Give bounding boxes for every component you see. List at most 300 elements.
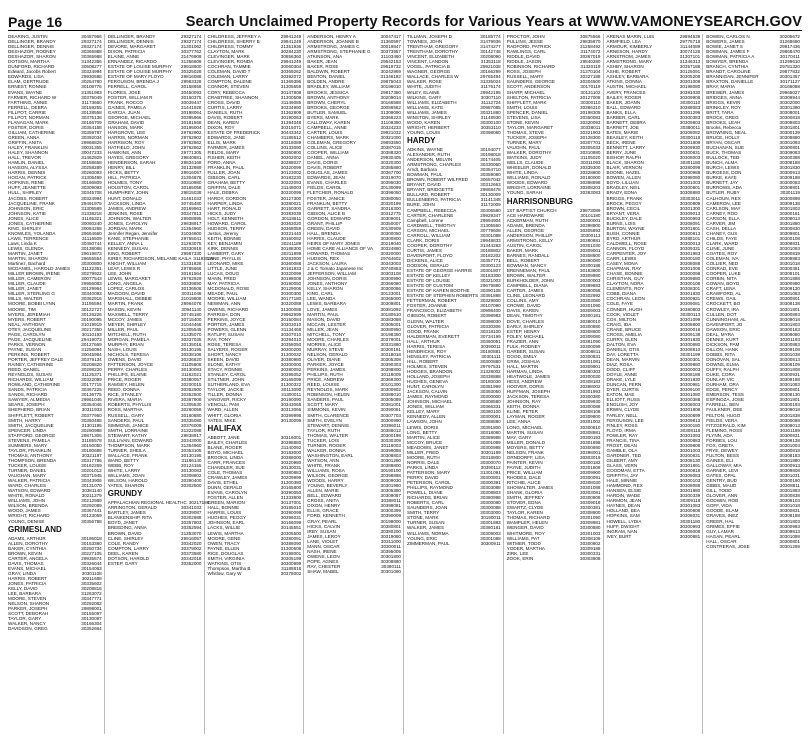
property-id: 30124155 (181, 462, 202, 468)
owner-name: ESPINOZA, JOSE (706, 397, 745, 403)
owner-name: JOHNSON, RAY (506, 399, 541, 405)
owner-name: HAWKINS, ANN (107, 150, 142, 156)
property-id: 30352664 (81, 626, 102, 632)
property-id: 30305199 (280, 555, 302, 561)
owner-name: HALL, MARTIN (506, 363, 539, 369)
property-id: 30101180 (580, 212, 601, 218)
property-id: 30300381 (779, 266, 800, 272)
owner-name: OLIVER, DIANE (307, 357, 341, 362)
owner-name: WALKER, DONNA (307, 447, 346, 453)
owner-name: CARTER, LOUIS (307, 129, 343, 135)
owner-name: BURNETT, JAY (706, 180, 739, 186)
property-id: 29916057 (181, 535, 202, 541)
owner-name: SPENCER, DANIEL (506, 109, 549, 115)
property-id: 30300139 (779, 129, 800, 135)
owner-name: FORD, KENNETH (307, 513, 345, 519)
property-id: 30395030 (380, 180, 401, 186)
owner-name: MORGAN, PAMELA (107, 336, 150, 342)
owner-name: BOWERS, JAMES (706, 39, 745, 45)
property-id: 30300003 (679, 367, 701, 373)
owner-name: DAVIS, ETHEL (207, 480, 239, 486)
property-id: 31362809 (280, 109, 302, 115)
property-id: 30393050 (480, 389, 501, 395)
owner-name: ADAMS, BRENDA (506, 222, 545, 228)
owner-name: EARLY, SHIRLEY (506, 323, 544, 329)
property-id: 30309900 (580, 469, 601, 475)
owner-name: MILLER, FRED (407, 449, 439, 455)
property-id: 30300380 (580, 394, 601, 400)
property-id: 29619873 (81, 251, 102, 257)
owner-name: WOODS, EDWARD (506, 180, 548, 186)
owner-name: DELLINGER, BRANDY (107, 34, 156, 39)
owner-name: RAY, CHESTER (307, 563, 341, 569)
property-id: 30309080 (580, 333, 601, 339)
owner-name: SMITH, TERRY (407, 510, 440, 516)
owner-name: MCCOY, JAMES (107, 316, 143, 322)
property-id: 30129006 (280, 286, 302, 292)
property-id: 31346182 (380, 74, 401, 80)
property-id: 30381030 (679, 89, 701, 95)
property-id: 30366223 (380, 114, 401, 120)
property-id: 30108776 (81, 84, 102, 90)
owner-name: SPENCER, LINDA (8, 427, 47, 433)
property-id: 30308003 (679, 402, 701, 408)
property-id: 30302992 (580, 293, 601, 299)
owner-name: NORRIS, DALE (407, 459, 440, 465)
owner-name: FLYNN, ADA (706, 432, 733, 438)
property-id: 30380980 (280, 357, 302, 362)
property-id: 30130097 (81, 616, 102, 622)
property-id: 30309880 (679, 276, 701, 282)
owner-name: BOYD, MICHAEL (207, 449, 244, 455)
property-id: 30301093 (679, 432, 701, 438)
owner-name: ARNESON, HARDY (606, 49, 648, 55)
owner-name: CURRY, GLEN (606, 336, 638, 342)
property-id: 30031355 (81, 145, 102, 151)
property-id: 30309188 (779, 377, 800, 383)
property-id: 30183300 (480, 273, 501, 279)
property-id: 31144089 (680, 44, 701, 50)
property-id: 30308800 (580, 510, 601, 516)
owner-name: RAY, TONY (207, 336, 232, 342)
owner-name: TAYLOR, RUTH (307, 427, 341, 433)
owner-name: NELSON, SHARON (8, 601, 50, 607)
property-id: 30047417 (380, 34, 401, 39)
property-id: 30110193 (81, 331, 102, 337)
owner-name: TURNER, DANIEL (8, 468, 47, 474)
owner-name: MILLS, WALTER (8, 296, 43, 302)
owner-name: DAVIS, ROBERT (207, 114, 243, 120)
owner-name: DILLON, HANK (706, 346, 739, 352)
property-id: 30300831 (679, 452, 701, 458)
property-id: 29875043 (380, 79, 401, 85)
owner-name: BYRD, ARTHUR (606, 235, 641, 241)
owner-name: HOLLAND, JOSEPH (407, 374, 450, 380)
property-id: 30324880 (380, 245, 401, 251)
property-id: 30335602 (81, 580, 102, 586)
property-id: 31300011 (281, 392, 302, 398)
owner-name: WILSON, GEORGE (307, 473, 349, 479)
property-id: 29771305 (181, 150, 202, 156)
owner-name: COCHRAN, TAMMIE (207, 64, 251, 70)
property-id: 30308109 (580, 535, 601, 541)
owner-name: ALEXANDER, RUTH (407, 151, 451, 157)
owner-name: FOSTER, WILLIAM R (107, 94, 153, 100)
owner-name: HALE, MINNIE (606, 478, 638, 484)
owner-name: Thompson, Martha B (207, 565, 251, 571)
property-id: 30309808 (779, 468, 800, 474)
owner-name: PATTERSON, MARY (407, 469, 451, 475)
owner-name: HUGHES, GENEVA (407, 379, 449, 385)
property-id: 30211899 (281, 251, 302, 257)
property-id: 30301099 (679, 316, 701, 322)
owner-name: CARLSON, MAY (706, 205, 741, 211)
owner-name: ALLEN, GEORGE (506, 227, 545, 233)
property-id: 31044468 (181, 321, 202, 327)
owner-name: GORDON, EDWARD (307, 215, 351, 221)
property-id: 30300830 (779, 225, 800, 231)
owner-name: JACKSON, CALVIN (407, 389, 448, 395)
property-id: 30352594 (181, 525, 202, 531)
owner-name: PATTERSON, JOYCE (107, 362, 154, 368)
owner-name: SUTHERLAND, EVA (207, 382, 251, 388)
owner-name: GARCIA, JUAN (107, 109, 140, 115)
property-id: 30388800 (380, 462, 401, 468)
owner-name: STEWART, DENNIS (307, 422, 349, 428)
property-id: 30388000 (280, 454, 302, 460)
property-id: 29840280 (580, 59, 601, 65)
property-id: 30301090 (580, 515, 601, 521)
property-id: 30127669 (81, 341, 102, 347)
property-id: 31370104 (580, 69, 601, 75)
owner-name: BOWMAN, NANCY (506, 263, 547, 269)
property-id: 30300000 (280, 362, 302, 368)
owner-name: CRABTREE, SHANNON (207, 94, 259, 100)
owner-name: TURNER, SHEILA (107, 447, 146, 453)
property-id: 30301080 (679, 392, 701, 398)
owner-name: Edward, Jacobs Robert (8, 69, 56, 75)
owner-name: PARKS, LINDA (407, 464, 439, 470)
owner-name: SLONE, KATHY (207, 362, 241, 368)
property-id: 30300100 (480, 119, 501, 125)
owner-name: FLANAGAN, MARK (8, 119, 49, 125)
owner-name: POPE, AGNES (307, 558, 339, 564)
owner-name: HART, RONALD (207, 205, 242, 211)
owner-name: PROCTOR, JOHN (506, 34, 545, 39)
owner-name: HENRY, BILL (107, 165, 136, 171)
property-id: 30300108 (779, 235, 800, 241)
owner-name: HAMMOND, REX (606, 483, 643, 489)
owner-name: ALLEN, DOROTHY (8, 540, 49, 546)
property-id: 30443342 (280, 129, 302, 135)
property-id: 30300802 (580, 540, 601, 546)
property-id: 31258492 (580, 44, 601, 50)
property-id: 30180030 (480, 379, 501, 385)
owner-name: DICKSON, PAM (706, 341, 740, 347)
owner-name: WHITE, JUDITH (407, 84, 441, 90)
property-id: 31140092 (281, 444, 302, 450)
property-id: 30380092 (280, 367, 302, 373)
property-id: 30300819 (779, 251, 800, 257)
owner-name: CULLEN, DOT (706, 311, 737, 317)
owner-name: COLE, FAYE (606, 301, 633, 307)
owner-name: RICHARDS, WILLIAM (8, 377, 54, 383)
property-id: 30218040 (380, 240, 401, 246)
property-id: 30326044 (81, 560, 102, 566)
property-id: 30131070 (81, 483, 102, 489)
owner-name: HALL, BRENDA (307, 230, 341, 236)
owner-name: BROCK, PEGGY (606, 200, 642, 206)
property-id: 30177180 (280, 296, 302, 302)
owner-name: BOYD, LILLIAN (606, 180, 639, 186)
property-id: 30398081 (380, 503, 401, 509)
property-id: 30987085 (480, 104, 501, 110)
property-id: 30301808 (580, 464, 601, 470)
property-id: 30308109 (779, 362, 800, 368)
property-id: 30309013 (679, 210, 701, 216)
owner-name: ESTEP, HENRY (506, 328, 540, 334)
property-id: 31333800 (280, 495, 302, 501)
owner-name: FARMER, JAMES (207, 145, 245, 151)
owner-name: GARDNER, TED (606, 452, 642, 458)
owner-name: MANN, FRED (207, 276, 237, 282)
owner-name: JOHNSON, MICHAEL (407, 399, 453, 405)
property-id: 31305545 (181, 326, 202, 332)
owner-name: JACOBS, ROBERT (8, 195, 48, 201)
owner-name: JONES, ALICE (8, 215, 39, 221)
owner-name: DAVENPORT, FLOYD (407, 252, 453, 258)
owner-name: BLANKENSHIP, RITA (107, 515, 152, 521)
owner-name: BURTON, WAYNE (606, 225, 645, 231)
owner-name: JOHNSON, KATIE (8, 210, 46, 216)
property-id: 30166709 (81, 119, 102, 125)
owner-name: FOLEY, MICHAEL (506, 333, 545, 339)
property-id: 29893550 (380, 139, 401, 145)
owner-name: STANLEY, CAROL (207, 372, 246, 378)
property-id: 30300388 (779, 155, 800, 161)
property-id: 30303080 (580, 298, 601, 304)
owner-name: CARTER, JAMES (506, 288, 544, 294)
property-entry (307, 569, 401, 574)
owner-name: LAYMAN, ROGER (506, 414, 545, 420)
property-id: 30308030 (580, 480, 601, 486)
property-id: 30301357 (779, 74, 800, 80)
owner-name: GAINES, PAMELA (107, 104, 146, 110)
property-id: 31369396 (280, 79, 302, 85)
owner-name: HARRIS, DENNIS (8, 170, 46, 176)
owner-name: KEY, BENJAMIN (207, 240, 242, 246)
property-id: 30284230 (280, 49, 302, 55)
owner-name: JOHNSON, DORIS (307, 276, 347, 282)
property-id: 30208820 (81, 362, 102, 368)
property-id: 30303019 (580, 454, 601, 460)
owner-name: BROCK, GREG (706, 114, 739, 120)
owner-name: OWEN, TRACY (207, 540, 240, 546)
property-id: 31300088 (280, 306, 302, 312)
owner-name: BROWN, CHERYL (307, 99, 346, 105)
owner-name: BENTON, DANIEL (307, 74, 346, 80)
property-id: 30300831 (679, 150, 701, 156)
property-id: 30107090 (480, 303, 501, 309)
property-id: 30260093 (81, 170, 102, 176)
property-id: 30308301 (679, 286, 701, 292)
property-id: 30357771 (480, 257, 501, 263)
owner-name: ARMSTRONG, CHARLES (407, 162, 462, 168)
property-id: 30320093 (580, 119, 601, 125)
owner-name: SMITH, LORRAINE (107, 427, 149, 433)
property-id: 30322093 (280, 180, 302, 186)
property-id: 30309093 (81, 185, 102, 191)
owner-name: EMERSON, TESS (706, 392, 744, 398)
owner-name: TAYLOR, KAREN (506, 510, 543, 516)
owner-name: BRADLEY, WILLIAM (307, 84, 350, 90)
owner-name: SALYERS, ROGER (207, 346, 248, 352)
property-id: 30309108 (779, 346, 800, 352)
property-id: 30392072 (280, 74, 302, 80)
property-id: 30342018 (181, 555, 202, 561)
property-id: 30300800 (81, 261, 102, 267)
property-id: 29921032 (380, 129, 401, 135)
owner-name: HENSLEY, PATRICIA (407, 353, 451, 359)
owner-name: KELLY, DAVID (8, 586, 38, 592)
owner-name: BALL, EDWARD (606, 104, 641, 110)
property-id: 30301003 (679, 447, 701, 453)
property-id: 30301807 (480, 268, 501, 274)
owner-name: TURNER, MARY (506, 139, 542, 145)
owner-name: ESTATE OF KAREN BOOTHE (407, 288, 470, 294)
owner-name: KING, ROBERT (107, 251, 141, 257)
property-id: 30319080 (380, 533, 401, 539)
owner-name: WALLACE, CHARLES W (407, 74, 459, 80)
property-id: 30379002 (181, 545, 202, 551)
owner-name: HANSEN, ELSIE (606, 488, 642, 494)
owner-name: COOPER, LUKE (706, 271, 741, 277)
owner-name: MAGOON, DAVID (107, 291, 145, 297)
property-id: 30130083 (181, 367, 202, 373)
property-id: 30378001 (380, 336, 401, 342)
property-id: 30380091 (280, 535, 302, 541)
property-id: 30396011 (380, 422, 401, 428)
property-id: 30395005 (380, 548, 401, 554)
owner-name: WHITT, GLORIA (207, 412, 242, 418)
property-id: 30300831 (580, 353, 601, 359)
property-id: 29327174 (81, 39, 102, 45)
property-id: 30450744 (81, 240, 102, 246)
property-id: 29917436 (779, 44, 800, 50)
owner-name: SCOTT, DEBORAH (8, 611, 49, 617)
property-id: 30170411 (779, 54, 800, 60)
property-id: 30381140 (81, 488, 102, 494)
owner-name: JOHNSON, WALTER (107, 215, 152, 221)
property-id: 30308088 (679, 483, 701, 489)
owner-name: SHOWALTER, JAMES (506, 485, 554, 491)
owner-name: RATLIFF, SUSAN (207, 331, 244, 337)
owner-name: PAINTER, KEVIN (506, 459, 543, 465)
property-id: 30166304 (81, 621, 102, 627)
property-id: 30303010 (280, 321, 302, 327)
owner-name: WILLIAMS, JOHN (8, 498, 46, 504)
property-id: 30125091 (679, 69, 701, 75)
property-id: 30359787 (81, 129, 102, 135)
property-id: 30380950 (380, 326, 401, 332)
owner-name: GIBBS, MAUD (706, 483, 737, 489)
owner-name: HARPER, LINDA (207, 200, 243, 206)
property-id: 30856360 (280, 54, 302, 60)
property-id: 30074126 (679, 49, 701, 55)
property-entry (8, 519, 102, 524)
property-id: 30185774 (480, 34, 501, 39)
owner-name: MAXWELL, TERRY (107, 311, 149, 317)
property-id: 29797531 (480, 363, 501, 369)
listing-column (107, 34, 214, 734)
owner-name: HAMLIN, DANIEL (8, 160, 45, 166)
property-id: 30387015 (380, 145, 401, 151)
property-id: 30300880 (679, 341, 701, 347)
owner-name: BULLOCK, TED (706, 155, 740, 161)
property-id: 30398898 (380, 473, 401, 479)
owner-name: HICKS, CALVIN (307, 523, 341, 529)
owner-name: ERWIN, CLYDE (606, 407, 640, 413)
property-id: 30398001 (580, 449, 601, 455)
property-id: 30396050 (380, 190, 401, 196)
owner-name: LONG, ANGELA (107, 281, 142, 287)
owner-name: TRENTHAM, GREGORY (407, 44, 459, 50)
property-id: 30301891 (679, 462, 701, 468)
property-id: 30123001 (380, 291, 401, 297)
owner-name: SUMMERS, MARY (8, 442, 48, 448)
owner-name: COLEMAN, DAVID T (207, 69, 251, 75)
owner-name: THOMPSON, MARK (107, 442, 151, 448)
owner-name: DEAN, KAREN (207, 119, 239, 125)
property-id: 30365988 (81, 54, 102, 60)
property-id: 30158658 (181, 84, 202, 90)
owner-name: BRYAN, OSCAR (706, 139, 741, 145)
owner-name: BISHOP, RALPH (606, 155, 642, 161)
property-id: 30300091 (580, 474, 601, 480)
owner-name: MILLER BROWN, IRENE (8, 271, 61, 277)
property-id: 30301803 (779, 321, 800, 327)
owner-name: DAVIS, KAREN (506, 308, 539, 314)
property-id: 30165800 (280, 485, 302, 491)
property-id: 30308580 (480, 399, 501, 405)
owner-name: COLLINS, AMY (506, 298, 539, 304)
owner-name: WALKER, DOROTHY (506, 150, 552, 156)
property-id: 30301380 (779, 104, 800, 110)
owner-name: COBB, DIANA (606, 291, 637, 297)
property-id: 30388090 (280, 540, 302, 546)
property-id: 30292062 (81, 601, 102, 607)
property-id: 31353118 (480, 59, 501, 65)
owner-name: CONNOR, STEVEN (207, 84, 249, 90)
owner-name: FRAZIER, ANN (506, 338, 539, 344)
property-id: 29968829 (81, 139, 102, 145)
owner-name: MAY, PATRICIA (207, 281, 240, 287)
property-id: 31335070 (181, 331, 202, 337)
property-id: 30188300 (280, 245, 302, 251)
owner-name: MYERS, ROBERT (8, 316, 46, 322)
owner-name: LEE, BARBARA (8, 591, 42, 597)
property-id: 30300810 (580, 424, 601, 430)
property-id: 29994904 (480, 217, 501, 223)
owner-name: EATON, MAE (606, 392, 635, 398)
owner-name: VOGEL, PATRICIA B (407, 64, 450, 70)
property-id: 31185578 (81, 437, 102, 443)
property-id: 30160880 (181, 412, 202, 418)
owner-name: BROOKS, JESSICA (307, 89, 349, 95)
property-id: 30388880 (480, 419, 501, 425)
property-id: 30198000 (380, 518, 401, 524)
property-id: 30309808 (679, 442, 701, 448)
